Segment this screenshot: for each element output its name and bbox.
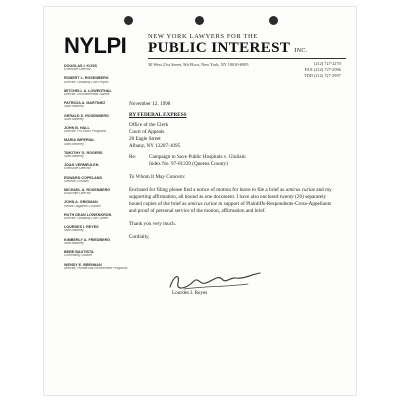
staff-name: JOHN A. GRIGMAN [64,200,98,205]
staff-title: Staff Attorney [64,105,84,109]
staff-name: LOURDES I. REYES [64,225,99,230]
staff-entry [64,126,132,134]
staff-title: Executive Director [64,68,91,72]
punch-hole-center [195,16,204,25]
staff-name: EDWARD COPELAND [64,175,103,180]
org-address: 30 West 21st Street, 9th Floor, New York, NY 10010-6905 [148,62,249,67]
staff-entry [64,250,132,258]
staff-name: ROBERT L. ROSENBERG [64,76,109,81]
staff-title: Associate Director [64,192,91,196]
para-emphasis: amicus curiae [285,187,315,193]
staff-sidebar [64,64,132,275]
staff-title: Director, Disability Law Center [64,217,109,221]
staff-name: MARIA IMPERIAL [64,138,95,143]
para-emphasis: amicus curiae [187,201,218,207]
org-name-text: PUBLIC INTEREST [148,40,291,56]
staff-entry [64,163,132,171]
staff-title: General Counsel [64,179,89,183]
staff-name: JOAN VERMEULEN [64,163,99,168]
punch-hole-left [124,16,133,25]
staff-entry [64,114,132,122]
staff-title: Executive Director [64,167,91,171]
reference-line: Index No. 97-01339 (Queens County) [149,161,228,167]
body-paragraph [129,187,339,215]
staff-name: PATRICIA A. MARTINEZ [64,101,106,106]
letter-page [44,7,356,395]
recipient-line: Albany, NY 12207-1095 [129,143,181,149]
staff-title: Staff Attorney [64,241,84,245]
staff-name: RUTH DEAN LOWENKRON [64,212,112,217]
closing: Cordially, [129,234,150,240]
org-suffix: INC. [294,48,308,54]
staff-title: Staff Attorney [64,155,84,159]
staff-entry [64,76,132,84]
org-prefix: NEW YORK LAWYERS FOR THE [148,33,258,40]
recipient-line: Court of Appeals [129,129,165,135]
org-name [148,40,308,57]
contact-numbers [304,61,341,80]
staff-entry [64,200,132,208]
staff-entry [64,138,132,146]
staff-entry [64,176,132,184]
delivery-method: BY FEDERAL EXPRESS [129,112,187,118]
recipient-line: Office of the Clerk [129,122,169,128]
staff-title: Staff Attorney [64,229,84,233]
punch-hole-right [269,16,278,25]
staff-title: Community Liaison [64,254,93,258]
organization-logo: NYLPI [64,33,127,58]
recipient-address [129,122,339,150]
staff-title: Director, Pro Bono Programs [64,130,107,134]
staff-entry [64,151,132,159]
reference-block [129,154,339,168]
staff-name: WENDY E. BRENNAN [64,262,102,267]
staff-title: Director, Disability Law Project [64,80,109,84]
letter-body [129,101,339,241]
staff-name: MICHAEL A. ROSENBERG [64,188,111,193]
staff-title: Senior Litigation Counsel [64,204,101,208]
para-text: and my supporting affirmation, all bound as one document. I have also enclosed twenty (20) separately bound copies of the brief as [129,187,332,207]
staff-name: KIMBERLY A. FRIEDBERG [64,237,111,242]
signer-name: Lourdes I. Reyes [172,290,208,296]
staff-name: GERALD S. ROSENBERG [64,113,109,118]
para-text: Enclosed for filing please find a notice of motion for leave to file a brief as [129,187,285,193]
staff-name: MITCHELL A. LOWENTHAL [64,88,112,93]
letter-date: November 12, 1998 [129,101,171,107]
staff-entry [64,263,132,271]
staff-entry [64,213,132,221]
staff-title: Staff Attorney [64,142,84,146]
staff-name: JOHN B. HALL [64,126,90,131]
phone-number: (212) 727-2270 [313,61,341,66]
para-text: in support of Plaintiffs-Respondents-Cross-Appellants and proof of personal service of the motion, affirmation and brief. [129,201,332,214]
staff-entry [64,64,132,72]
staff-name: DOUGLAS I. KOSS [64,64,97,68]
staff-title: Director, Environmental Justice [64,93,110,97]
staff-name: BEBE BAUTISTA [64,250,94,255]
staff-entry [64,89,132,97]
reference-line: Campaign to Save Public Hospitals v. Giuliani [149,154,246,160]
salutation: To Whom It May Concern: [129,174,186,180]
staff-entry [64,101,132,109]
staff-entry [64,225,132,233]
fax-number: FAX (212) 727-2996 [304,67,341,73]
staff-title: Director, Private Bar Involvement Programs [64,266,128,270]
reference-label: Re: [129,154,137,160]
letterhead-divider [148,58,346,59]
tdd-number: TDD (212) 727-2997 [304,73,341,79]
thanks-paragraph: Thank you very much. [129,221,176,227]
staff-name: TIMOTHY G. ROGERS [64,150,103,155]
staff-entry [64,188,132,196]
staff-title: Staff Attorney [64,117,84,121]
recipient-line: 20 Eagle Street [129,136,161,142]
staff-entry [64,238,132,246]
